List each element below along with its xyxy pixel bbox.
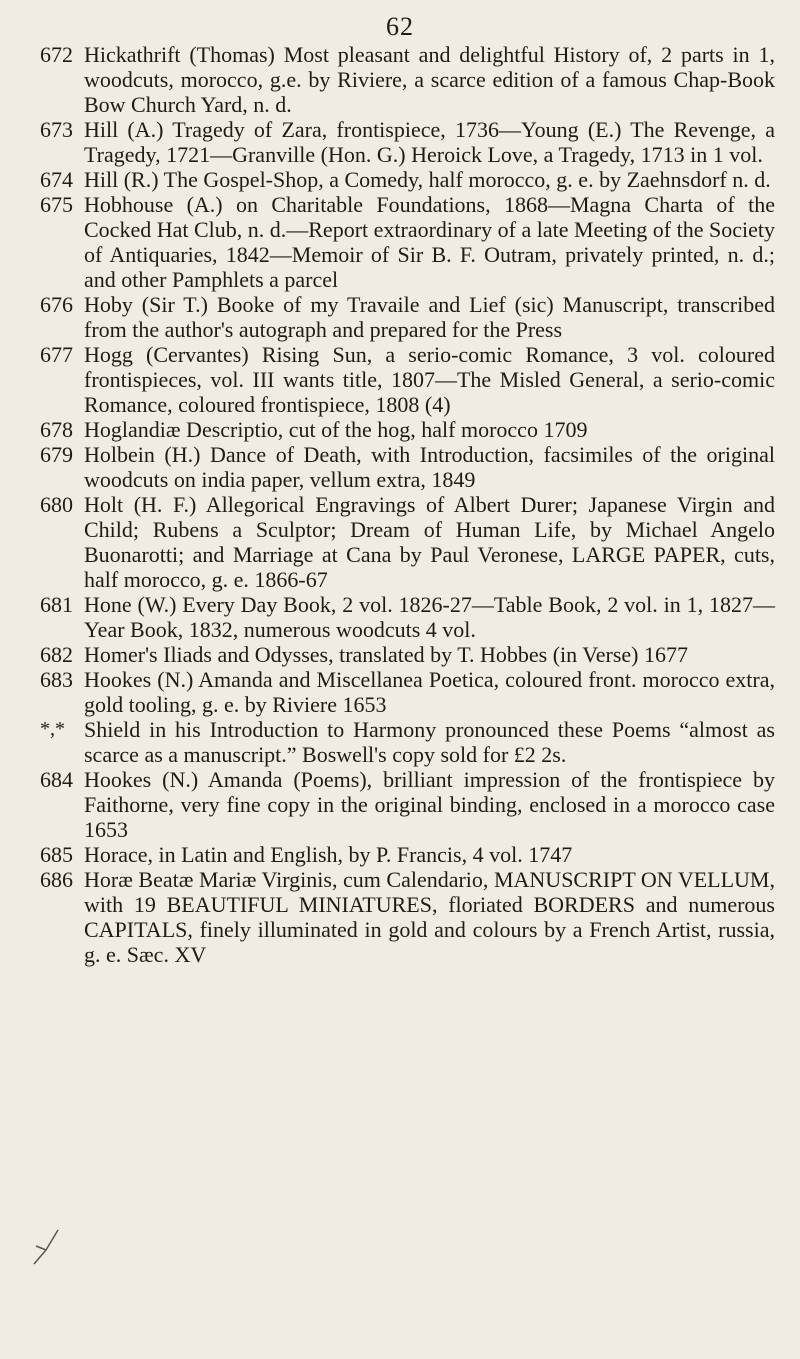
lot-number: 686 xyxy=(40,867,73,892)
catalogue-entry xyxy=(40,417,775,442)
lot-number: 679 xyxy=(40,442,73,467)
catalogue-entry xyxy=(40,667,775,717)
catalogue-entry xyxy=(40,767,775,842)
lot-description: Hoby (Sir T.) Booke of my Travaile and Lief (sic) Manuscript, transcribed from the author's autograph and prepared for the Press xyxy=(84,292,775,342)
catalogue-note xyxy=(40,717,775,767)
catalogue-entry xyxy=(40,642,775,667)
lot-description: Horæ Beatæ Mariæ Virginis, cum Calendario, MANUSCRIPT ON VELLUM, with 19 BEAUTIFUL MINIATURES, floriated BORDERS and numerous CAPITALS, finely illuminated in gold and colours by a French Artist, russia, g. e. Sæc. XV xyxy=(84,867,775,967)
note-marker: *,* xyxy=(40,718,65,740)
lot-number: 682 xyxy=(40,642,73,667)
catalogue-entry xyxy=(40,167,775,192)
lot-description: Hoglandiæ Descriptio, cut of the hog, half morocco 1709 xyxy=(84,417,588,442)
catalogue-entry xyxy=(40,192,775,292)
lot-description: Hill (R.) The Gospel-Shop, a Comedy, half morocco, g. e. by Zaehnsdorf n. d. xyxy=(84,167,771,192)
lot-description: Hill (A.) Tragedy of Zara, frontispiece, 1736—Young (E.) The Revenge, a Tragedy, 1721—Granville (Hon. G.) Heroick Love, a Tragedy, 1713 in 1 vol. xyxy=(84,117,775,167)
catalogue-entry xyxy=(40,117,775,167)
catalogue-entry xyxy=(40,592,775,642)
page-number: 62 xyxy=(386,12,414,41)
lot-number: 676 xyxy=(40,292,73,317)
lot-description: Holbein (H.) Dance of Death, with Introduction, facsimiles of the original woodcuts on india paper, vellum extra, 1849 xyxy=(84,442,775,492)
lot-number: 681 xyxy=(40,592,73,617)
lot-number: 674 xyxy=(40,167,73,192)
lot-number: 684 xyxy=(40,767,73,792)
lot-number: 675 xyxy=(40,192,73,217)
lot-description: Hickathrift (Thomas) Most pleasant and delightful History of, 2 parts in 1, woodcuts, morocco, g.e. by Riviere, a scarce edition of a famous Chap-Book Bow Church Yard, n. d. xyxy=(84,42,775,117)
catalogue-entry xyxy=(40,492,775,592)
note-text: Shield in his Introduction to Harmony pronounced these Poems “almost as scarce as a manuscript.” Boswell's copy sold for £2 2s. xyxy=(84,717,775,767)
lot-description: Homer's Iliads and Odysses, translated by T. Hobbes (in Verse) 1677 xyxy=(84,642,688,667)
lot-description: Hookes (N.) Amanda and Miscellanea Poetica, coloured front. morocco extra, gold tooling, g. e. by Riviere 1653 xyxy=(84,667,775,717)
lot-number: 683 xyxy=(40,667,73,692)
lot-number: 680 xyxy=(40,492,73,517)
lot-number: 673 xyxy=(40,117,73,142)
lot-description: Holt (H. F.) Allegorical Engravings of Albert Durer; Japanese Virgin and Child; Rubens a Sculptor; Dream of Human Life, by Michael Angelo Buonarotti; and Marriage at Cana by Paul Veronese, LARGE PAPER, cuts, half morocco, g. e. 1866-67 xyxy=(84,492,775,592)
lot-description: Horace, in Latin and English, by P. Francis, 4 vol. 1747 xyxy=(84,842,573,867)
lot-number: 685 xyxy=(40,842,73,867)
lot-description: Hobhouse (A.) on Charitable Foundations, 1868—Magna Charta of the Cocked Hat Club, n. d.—Report extraordinary of a late Meeting of the Society of Antiquaries, 1842—Memoir of Sir B. F. Outram, privately printed, n. d.; and other Pamphlets a parcel xyxy=(84,192,775,292)
catalogue-entry xyxy=(40,842,775,867)
catalogue-entry xyxy=(40,292,775,342)
lot-number: 672 xyxy=(40,42,73,67)
catalogue-entry xyxy=(40,42,775,117)
lot-description: Hogg (Cervantes) Rising Sun, a serio-comic Romance, 3 vol. coloured frontispieces, vol. III wants title, 1807—The Misled General, a serio-comic Romance, coloured frontispiece, 1808 (4) xyxy=(84,342,775,417)
pencil-mark-icon xyxy=(28,1228,68,1268)
catalogue-entry xyxy=(40,342,775,417)
catalogue-entries xyxy=(40,42,775,967)
catalogue-entry xyxy=(40,867,775,967)
lot-number: 677 xyxy=(40,342,73,367)
lot-description: Hookes (N.) Amanda (Poems), brilliant impression of the frontispiece by Faithorne, very fine copy in the original binding, enclosed in a morocco case 1653 xyxy=(84,767,775,842)
lot-description: Hone (W.) Every Day Book, 2 vol. 1826-27—Table Book, 2 vol. in 1, 1827—Year Book, 1832, numerous woodcuts 4 vol. xyxy=(84,592,775,642)
lot-number: 678 xyxy=(40,417,73,442)
catalogue-entry xyxy=(40,442,775,492)
